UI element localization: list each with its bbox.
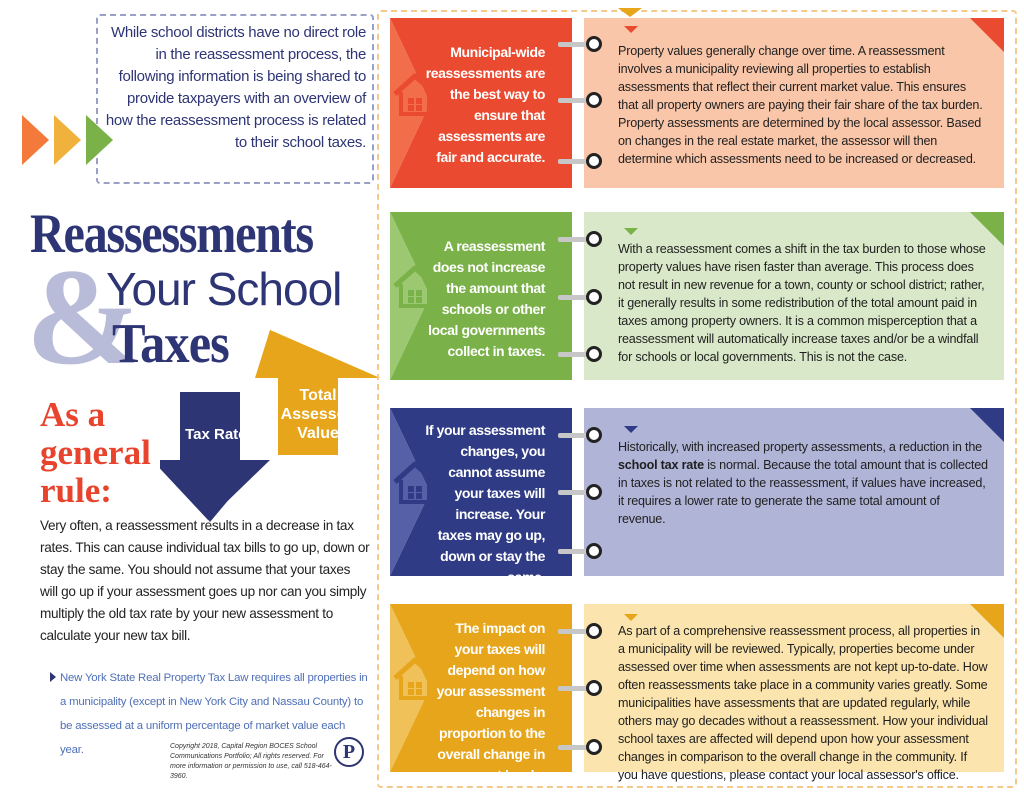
chevron-orange-icon — [22, 115, 49, 165]
binder-ring-icon — [586, 484, 602, 500]
tax-rates-label: Tax Rates — [185, 426, 255, 443]
general-rule-line: general — [40, 433, 151, 472]
bullet-arrow-icon — [50, 672, 56, 682]
binder-ring-icon — [586, 739, 602, 755]
row-4-left-text: The impact on your taxes will depend on how your assessment changes in proportion to the overall change in assessment levels. — [425, 620, 545, 783]
row-4-right-text: As part of a comprehensive reassessment process, all properties in a municipality will be reviewed. Typically, properties become under assessed over time when assessments are not kept up-to-date. How often reassessments take place in a community varies greatly. Some municipalities have assessments that are updated regularly, while others may go decades without a reassessment. How your individual school taxes are affected will depend upon how your assessment changes in comparison to the overall change in the community. If you have questions, please contact your local assessor's office. — [618, 624, 988, 782]
logo-letter: P — [342, 741, 356, 763]
chevron-yellow-icon — [54, 115, 81, 165]
row-1-right-text: Property values generally change over time. A reassessment involves a municipality reviewing all properties to establish assessments that reflect their current market value. This ensures that all property owners are paying their fair share of the tax burden. Property assessments are determined by the local assessor. Based on changes in the real estate market, the assessor will then determine which assessments need to be increased or decreased. — [618, 44, 983, 166]
binder-ring-icon — [586, 153, 602, 169]
binder-ring-icon — [586, 289, 602, 305]
general-rule-body: Very often, a reassessment results in a decrease in tax rates. This can cause individual tax bills to go up, down or stay the same. You should not assume that your taxes will go up if your assessment goes up nor can you simply multiply the old tax rate by your new assessment to calculate your new tax bill. — [40, 518, 370, 643]
row-2-marker — [624, 228, 638, 235]
binder-ring-icon — [586, 543, 602, 559]
binder-ring-icon — [586, 346, 602, 362]
row-3-right-text — [618, 438, 988, 528]
intro-text: While school districts have no direct role in the reassessment process, the following information is being shared to provide taxpayers with an overview of how the reassessment process is related to their school taxes. — [105, 24, 366, 151]
row-3-corner — [970, 408, 1004, 442]
general-rule-line: As a — [40, 395, 106, 434]
boces-logo — [334, 737, 364, 767]
title-taxes: Taxes — [112, 313, 229, 375]
row-1-left-text: Municipal-wide reassessments are the best way to ensure that assessments are fair and accurate. — [425, 44, 545, 165]
binder-ring-icon — [586, 680, 602, 696]
row-2-left-text: A reassessment does not increase the amount that schools or other local governments collect in taxes. — [428, 238, 545, 359]
general-rule-line: rule: — [40, 471, 112, 510]
title-reassessments: Reassessments — [30, 203, 313, 265]
row-3-right-text-b: is normal. Because the total amount that is collected in taxes is not related to the reassessment, if values have increased, it requires a lower rate to generate the same total amount of revenue. — [618, 458, 988, 526]
row-3-marker — [624, 426, 638, 433]
binder-ring-icon — [586, 623, 602, 639]
row-4-marker — [624, 614, 638, 621]
binder-ring-icon — [586, 36, 602, 52]
total-assessed-value-label: Total Assessed Value — [280, 387, 356, 442]
tax-law-note: New York State Real Property Tax Law requires all properties in a municipality (except in New York City and Nassau County) to be assessed at a uniform percentage of market value each year. — [60, 672, 368, 756]
frame-marker-icon — [618, 8, 642, 17]
row-3-right-text-a: Historically, with increased property assessments, a reduction in the — [618, 440, 982, 454]
school-tax-rate-emphasis: school tax rate — [618, 458, 704, 472]
title-ampersand: & — [26, 240, 141, 393]
binder-ring-icon — [586, 427, 602, 443]
binder-ring-icon — [586, 231, 602, 247]
general-rule-heading — [40, 396, 151, 510]
title-your-school: Your School — [106, 263, 342, 315]
chevron-green-icon — [86, 115, 113, 165]
binder-ring-icon — [586, 92, 602, 108]
row-3-left-text: If your assessment changes, you cannot assume your taxes will increase. Your taxes may go up, down or stay the same. — [425, 422, 545, 585]
row-1-marker — [624, 26, 638, 33]
copyright-notice: Copyright 2018, Capital Region BOCES School Communications Portfolio; All rights reserved. For more information or permission to use, call 518-464-3960. — [170, 743, 332, 780]
row-2-right-text: With a reassessment comes a shift in the tax burden to those whose property values have risen faster than average. This process does not result in new revenue for a town, county or school district; rather, it generally results in some redistribution of the total amount paid in taxes among property owners. It is a common misperception that a reassessment will automatically increase taxes and/or be a windfall for schools or local governments. This is not the case. — [618, 242, 986, 364]
